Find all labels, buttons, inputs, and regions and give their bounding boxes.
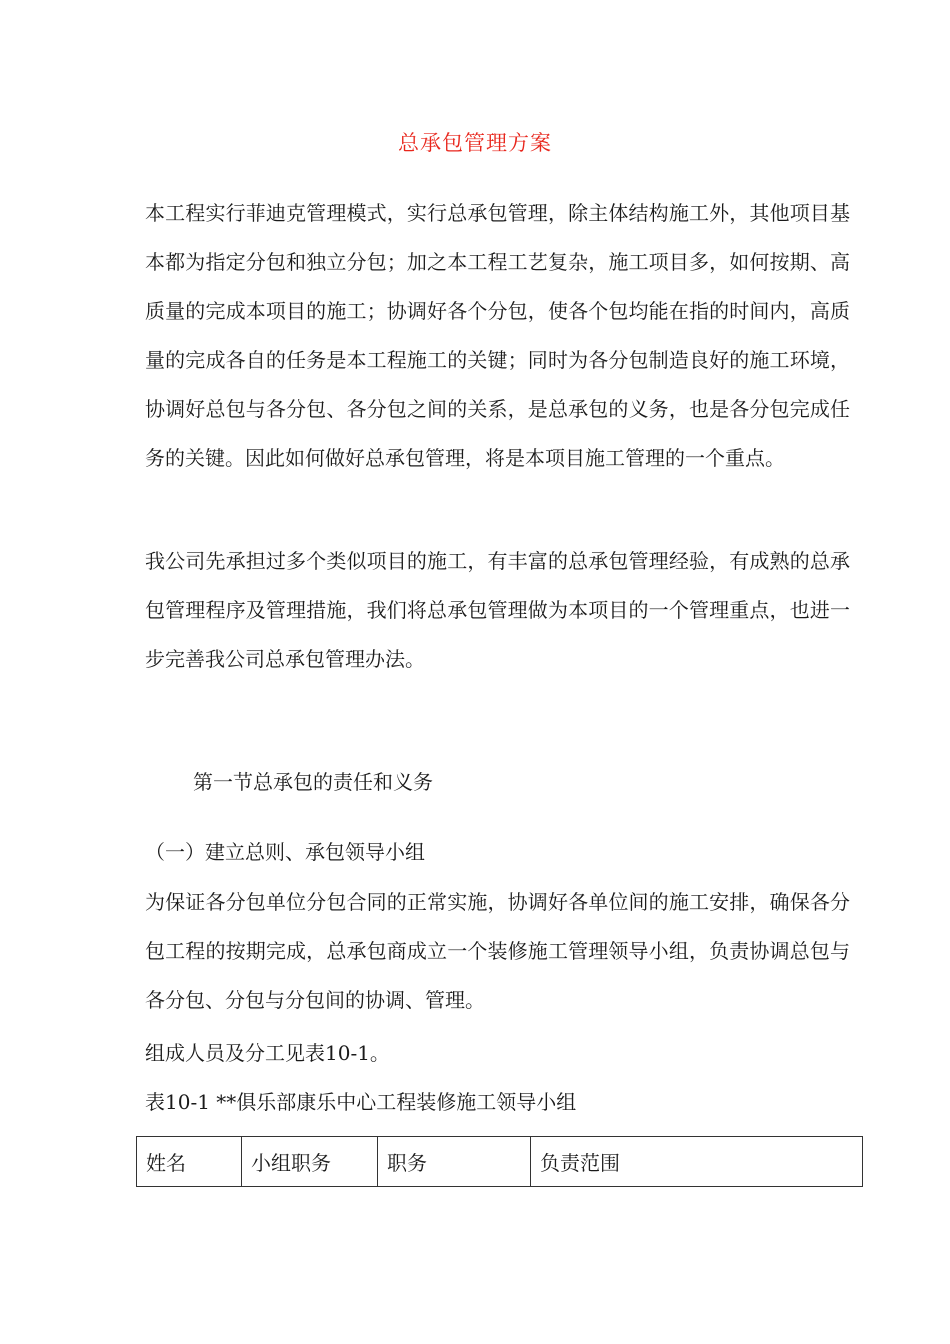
header-position: 职务	[378, 1137, 531, 1187]
staff-table	[136, 1136, 863, 1187]
intro-paragraph: 本工程实行菲迪克管理模式，实行总承包管理，除主体结构施工外，其他项目基本都为指定分包和独立分包；加之本工程工艺复杂，施工项目多，如何按期、高质量的完成本项目的施工；协调好各个分包，使各个包均能在指的时间内，高质量的完成各自的任务是本工程施工的关键；同时为各分包制造良好的施工环境，协调好总包与各分包、各分包之间的关系，是总承包的义务，也是各分包完成任务的关键。因此如何做好总承包管理，将是本项目施工管理的一个重点。	[145, 201, 850, 470]
document-title: 总承包管理方案	[398, 131, 552, 155]
section-heading: 第一节总承包的责任和义务	[193, 770, 433, 794]
table-reference: 组成人员及分工见表10-1。	[145, 1041, 390, 1065]
table-header-row	[137, 1137, 863, 1187]
table-caption: 表10-1 **俱乐部康乐中心工程装修施工领导小组	[145, 1090, 577, 1114]
header-name: 姓名	[137, 1137, 242, 1187]
header-group-role: 小组职务	[242, 1137, 378, 1187]
subsection-paragraph: 为保证各分包单位分包合同的正常实施，协调好各单位间的施工安排，确保各分包工程的按期完成，总承包商成立一个装修施工管理领导小组，负责协调总包与各分包、分包与分包间的协调、管理。	[145, 890, 850, 1012]
company-paragraph: 我公司先承担过多个类似项目的施工，有丰富的总承包管理经验，有成熟的总承包管理程序及管理措施，我们将总承包管理做为本项目的一个管理重点，也进一步完善我公司总承包管理办法。	[145, 549, 850, 671]
subsection-heading: （一）建立总则、承包领导小组	[145, 840, 425, 864]
header-responsibility: 负责范围	[531, 1137, 863, 1187]
